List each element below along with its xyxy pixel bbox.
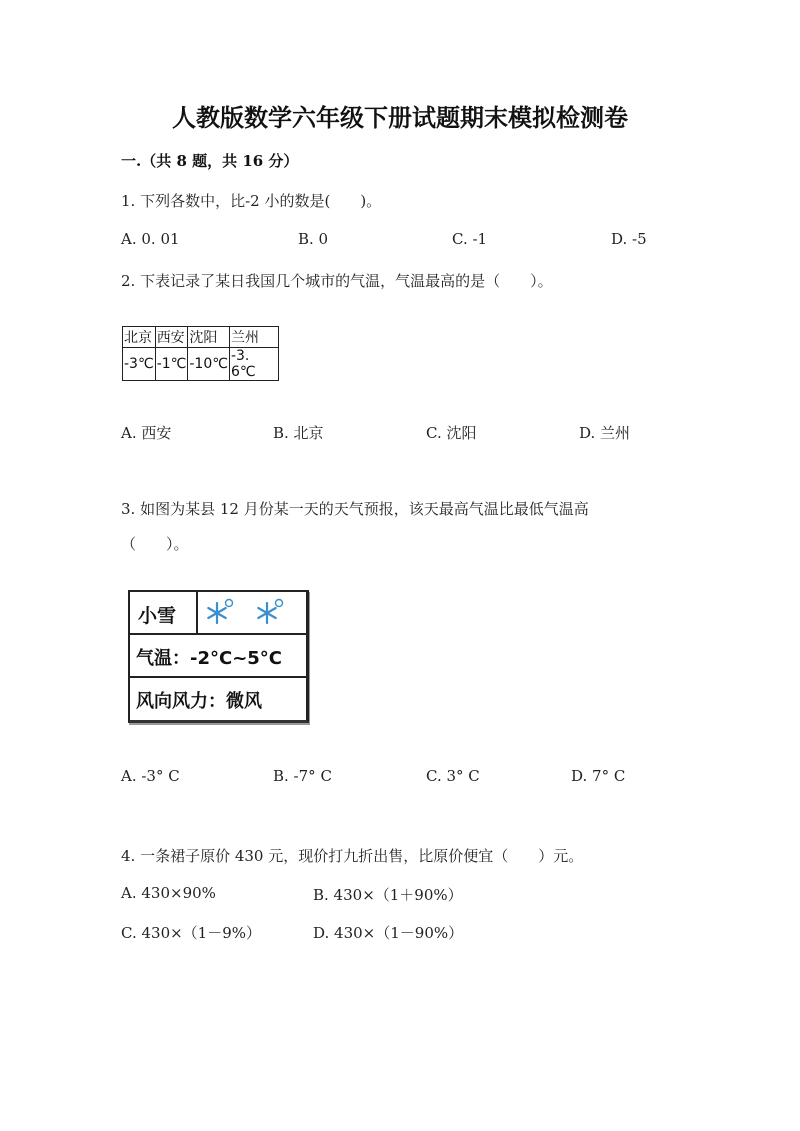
weather-row-temperature — [130, 635, 306, 678]
question-1-option-b: B. 0 — [298, 230, 329, 248]
question-2-option-c: C. 沈阳 — [426, 424, 477, 442]
city-temperature-table — [122, 326, 279, 381]
question-4-option-b: B. 430×（1＋90%） — [313, 886, 463, 904]
table-cell-temp: -1℃ — [155, 348, 188, 381]
weather-wind: 风向风力：微风 — [136, 691, 262, 712]
weather-temperature: 气温：-2°C~5°C — [136, 648, 283, 669]
question-3-stem: 3. 如图为某县 12 月份某一天的天气预报，该天最高气温比最低气温高 — [121, 500, 589, 518]
weather-condition: 小雪 — [138, 605, 177, 627]
snowflake-icon — [204, 598, 234, 628]
table-cell-temp: -10℃ — [188, 348, 230, 381]
question-1-option-d: D. -5 — [611, 230, 647, 248]
table-cell-temp: -3. 6℃ — [229, 348, 278, 381]
question-4-option-a: A. 430×90% — [121, 884, 216, 902]
question-3-option-b: B. -7° C — [273, 767, 332, 785]
question-4-option-d: D. 430×（1－90%） — [313, 924, 464, 942]
weather-forecast-card — [128, 590, 309, 723]
question-3-option-a: A. -3° C — [121, 767, 180, 785]
question-4-stem: 4. 一条裙子原价 430 元，现价打九折出售，比原价便宜（ ）元。 — [121, 847, 584, 865]
table-cell-city: 兰州 — [229, 327, 278, 348]
table-cell-city: 北京 — [123, 327, 156, 348]
question-2-option-d: D. 兰州 — [579, 424, 631, 442]
question-1-option-c: C. -1 — [452, 230, 488, 248]
question-4-option-c: C. 430×（1－9%） — [121, 924, 262, 942]
question-2-stem: 2. 下表记录了某日我国几个城市的气温，气温最高的是（ ）。 — [121, 272, 553, 290]
section-heading: 一.（共 8 题，共 16 分） — [121, 152, 299, 170]
question-2-option-b: B. 北京 — [273, 424, 324, 442]
question-3-option-c: C. 3° C — [426, 767, 480, 785]
weather-row-wind — [130, 678, 306, 718]
table-cell-temp: -3℃ — [123, 348, 156, 381]
snowflake-icon — [254, 598, 284, 628]
table-cell-city: 沈阳 — [188, 327, 230, 348]
question-2-option-a: A. 西安 — [121, 424, 172, 442]
question-1-option-a: A. 0. 01 — [121, 230, 180, 248]
table-row — [123, 348, 279, 381]
divider — [196, 592, 198, 633]
table-cell-city: 西安 — [155, 327, 188, 348]
page-title: 人教版数学六年级下册试题期末模拟检测卷 — [172, 103, 628, 132]
question-3-stem-continued: （ ）。 — [121, 535, 189, 553]
question-3-option-d: D. 7° C — [571, 767, 626, 785]
weather-row-condition — [130, 592, 306, 635]
table-row — [123, 327, 279, 348]
question-1-stem: 1. 下列各数中，比-2 小的数是( )。 — [121, 192, 382, 210]
